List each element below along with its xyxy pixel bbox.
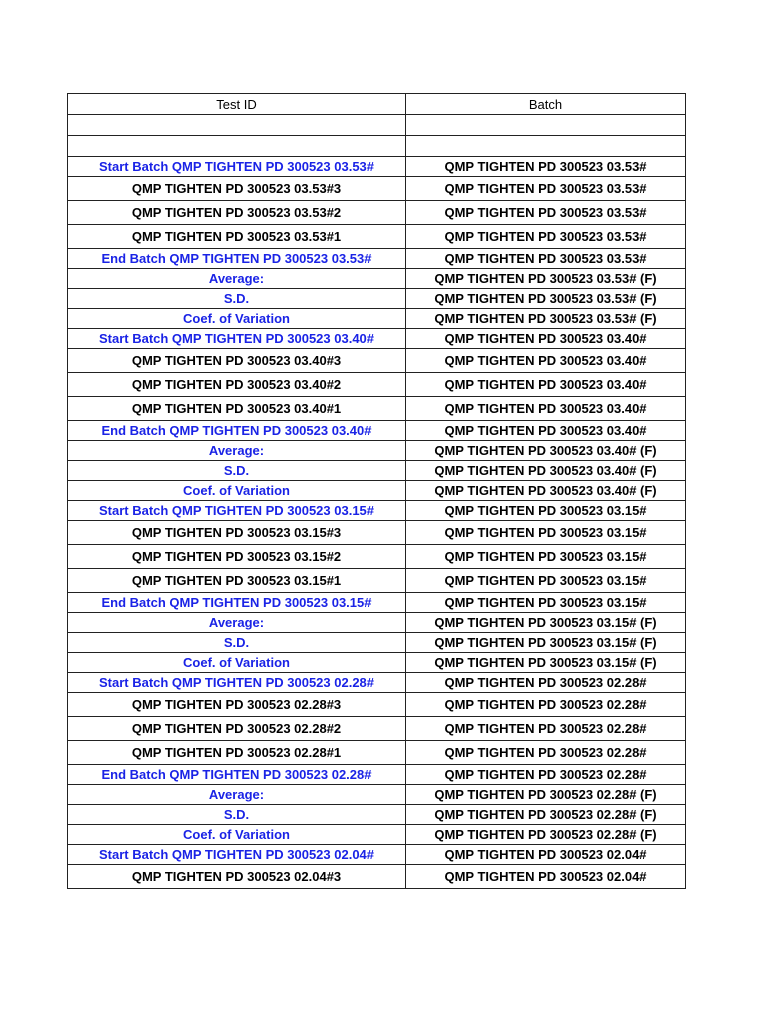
table-row bbox=[68, 785, 686, 805]
test-id-cell: Coef. of Variation bbox=[68, 309, 406, 329]
test-id-cell: QMP TIGHTEN PD 300523 03.15#2 bbox=[68, 545, 406, 569]
batch-cell: QMP TIGHTEN PD 300523 03.15# (F) bbox=[406, 633, 686, 653]
batch-cell: QMP TIGHTEN PD 300523 03.40# (F) bbox=[406, 481, 686, 501]
test-id-cell: End Batch QMP TIGHTEN PD 300523 03.15# bbox=[68, 593, 406, 613]
table-row bbox=[68, 177, 686, 201]
test-id-cell: QMP TIGHTEN PD 300523 03.40#3 bbox=[68, 349, 406, 373]
batch-cell: QMP TIGHTEN PD 300523 02.28# bbox=[406, 717, 686, 741]
table-row bbox=[68, 309, 686, 329]
batch-cell: QMP TIGHTEN PD 300523 03.53# bbox=[406, 177, 686, 201]
table-row bbox=[68, 825, 686, 845]
test-id-cell: S.D. bbox=[68, 633, 406, 653]
test-id-cell: S.D. bbox=[68, 289, 406, 309]
batch-cell: QMP TIGHTEN PD 300523 03.40# bbox=[406, 329, 686, 349]
batch-cell: QMP TIGHTEN PD 300523 02.28# (F) bbox=[406, 805, 686, 825]
table-row bbox=[68, 421, 686, 441]
batch-cell: QMP TIGHTEN PD 300523 02.04# bbox=[406, 845, 686, 865]
table-row bbox=[68, 441, 686, 461]
table-row bbox=[68, 115, 686, 136]
test-id-cell: Average: bbox=[68, 269, 406, 289]
table-row bbox=[68, 593, 686, 613]
test-id-cell: QMP TIGHTEN PD 300523 03.53#3 bbox=[68, 177, 406, 201]
table-row bbox=[68, 157, 686, 177]
table-row bbox=[68, 805, 686, 825]
batch-cell: QMP TIGHTEN PD 300523 03.53# bbox=[406, 157, 686, 177]
batch-cell: QMP TIGHTEN PD 300523 03.40# bbox=[406, 421, 686, 441]
table-row bbox=[68, 693, 686, 717]
batch-cell bbox=[406, 115, 686, 136]
test-id-cell: QMP TIGHTEN PD 300523 02.04#3 bbox=[68, 865, 406, 889]
table-row bbox=[68, 373, 686, 397]
batch-cell: QMP TIGHTEN PD 300523 03.15# bbox=[406, 501, 686, 521]
table-row bbox=[68, 329, 686, 349]
test-id-cell: QMP TIGHTEN PD 300523 03.53#2 bbox=[68, 201, 406, 225]
table-body bbox=[68, 115, 686, 889]
batch-cell: QMP TIGHTEN PD 300523 02.28# (F) bbox=[406, 785, 686, 805]
test-id-cell bbox=[68, 115, 406, 136]
batch-cell: QMP TIGHTEN PD 300523 03.40# bbox=[406, 349, 686, 373]
table-row bbox=[68, 865, 686, 889]
batch-cell: QMP TIGHTEN PD 300523 02.28# bbox=[406, 741, 686, 765]
table-row bbox=[68, 201, 686, 225]
batch-cell: QMP TIGHTEN PD 300523 03.53# bbox=[406, 249, 686, 269]
batch-cell: QMP TIGHTEN PD 300523 03.53# (F) bbox=[406, 289, 686, 309]
test-id-cell: QMP TIGHTEN PD 300523 02.28#3 bbox=[68, 693, 406, 717]
batch-cell: QMP TIGHTEN PD 300523 03.53# bbox=[406, 225, 686, 249]
batch-cell: QMP TIGHTEN PD 300523 03.53# bbox=[406, 201, 686, 225]
test-id-cell bbox=[68, 136, 406, 157]
batch-cell: QMP TIGHTEN PD 300523 03.40# bbox=[406, 373, 686, 397]
test-id-cell: QMP TIGHTEN PD 300523 03.15#3 bbox=[68, 521, 406, 545]
batch-cell: QMP TIGHTEN PD 300523 03.15# bbox=[406, 569, 686, 593]
table-row bbox=[68, 845, 686, 865]
table-row bbox=[68, 349, 686, 373]
header-batch: Batch bbox=[406, 94, 686, 115]
test-id-cell: Start Batch QMP TIGHTEN PD 300523 03.15# bbox=[68, 501, 406, 521]
batch-cell: QMP TIGHTEN PD 300523 03.40# (F) bbox=[406, 441, 686, 461]
test-id-cell: Average: bbox=[68, 441, 406, 461]
test-id-cell: Start Batch QMP TIGHTEN PD 300523 02.28# bbox=[68, 673, 406, 693]
table-row bbox=[68, 765, 686, 785]
batch-cell: QMP TIGHTEN PD 300523 03.40# bbox=[406, 397, 686, 421]
test-id-cell: Start Batch QMP TIGHTEN PD 300523 02.04# bbox=[68, 845, 406, 865]
table-row bbox=[68, 225, 686, 249]
batch-cell: QMP TIGHTEN PD 300523 02.28# bbox=[406, 673, 686, 693]
test-id-cell: Start Batch QMP TIGHTEN PD 300523 03.40# bbox=[68, 329, 406, 349]
batch-cell: QMP TIGHTEN PD 300523 03.15# bbox=[406, 521, 686, 545]
table-row bbox=[68, 673, 686, 693]
table-row bbox=[68, 269, 686, 289]
header-row bbox=[68, 94, 686, 115]
table-row bbox=[68, 289, 686, 309]
batch-cell: QMP TIGHTEN PD 300523 03.40# (F) bbox=[406, 461, 686, 481]
test-id-cell: Coef. of Variation bbox=[68, 825, 406, 845]
batch-cell: QMP TIGHTEN PD 300523 02.28# (F) bbox=[406, 825, 686, 845]
test-id-cell: Average: bbox=[68, 613, 406, 633]
batch-cell: QMP TIGHTEN PD 300523 03.15# (F) bbox=[406, 613, 686, 633]
table-row bbox=[68, 501, 686, 521]
batch-cell bbox=[406, 136, 686, 157]
batch-cell: QMP TIGHTEN PD 300523 03.53# (F) bbox=[406, 269, 686, 289]
table-row bbox=[68, 481, 686, 501]
table-row bbox=[68, 717, 686, 741]
test-id-cell: Coef. of Variation bbox=[68, 653, 406, 673]
batch-cell: QMP TIGHTEN PD 300523 02.28# bbox=[406, 765, 686, 785]
test-id-cell: QMP TIGHTEN PD 300523 03.53#1 bbox=[68, 225, 406, 249]
test-id-cell: End Batch QMP TIGHTEN PD 300523 03.40# bbox=[68, 421, 406, 441]
test-id-cell: QMP TIGHTEN PD 300523 02.28#2 bbox=[68, 717, 406, 741]
table-row bbox=[68, 397, 686, 421]
table-row bbox=[68, 249, 686, 269]
test-id-cell: S.D. bbox=[68, 461, 406, 481]
test-id-cell: End Batch QMP TIGHTEN PD 300523 02.28# bbox=[68, 765, 406, 785]
table-row bbox=[68, 613, 686, 633]
test-id-cell: S.D. bbox=[68, 805, 406, 825]
table-row bbox=[68, 545, 686, 569]
batch-cell: QMP TIGHTEN PD 300523 02.04# bbox=[406, 865, 686, 889]
test-id-cell: Coef. of Variation bbox=[68, 481, 406, 501]
test-id-cell: QMP TIGHTEN PD 300523 03.40#2 bbox=[68, 373, 406, 397]
table-row bbox=[68, 741, 686, 765]
report-table bbox=[67, 93, 686, 889]
test-id-cell: QMP TIGHTEN PD 300523 03.40#1 bbox=[68, 397, 406, 421]
batch-cell: QMP TIGHTEN PD 300523 03.15# bbox=[406, 593, 686, 613]
test-id-cell: End Batch QMP TIGHTEN PD 300523 03.53# bbox=[68, 249, 406, 269]
batch-cell: QMP TIGHTEN PD 300523 03.53# (F) bbox=[406, 309, 686, 329]
header-test-id: Test ID bbox=[68, 94, 406, 115]
table-row bbox=[68, 633, 686, 653]
test-id-cell: QMP TIGHTEN PD 300523 02.28#1 bbox=[68, 741, 406, 765]
table-row bbox=[68, 521, 686, 545]
table-row bbox=[68, 461, 686, 481]
test-id-cell: Average: bbox=[68, 785, 406, 805]
table-row bbox=[68, 136, 686, 157]
batch-cell: QMP TIGHTEN PD 300523 03.15# bbox=[406, 545, 686, 569]
batch-cell: QMP TIGHTEN PD 300523 03.15# (F) bbox=[406, 653, 686, 673]
table-row bbox=[68, 653, 686, 673]
batch-cell: QMP TIGHTEN PD 300523 02.28# bbox=[406, 693, 686, 717]
test-id-cell: Start Batch QMP TIGHTEN PD 300523 03.53# bbox=[68, 157, 406, 177]
table-row bbox=[68, 569, 686, 593]
test-id-cell: QMP TIGHTEN PD 300523 03.15#1 bbox=[68, 569, 406, 593]
